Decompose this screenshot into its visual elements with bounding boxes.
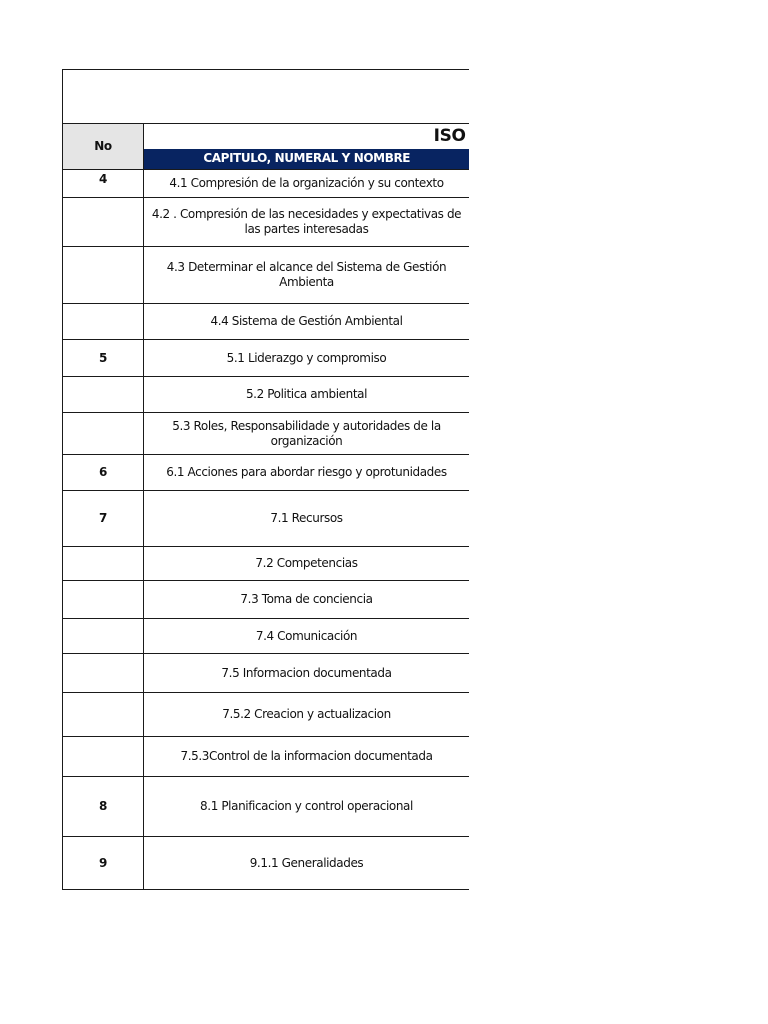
chapter-item-cell[interactable]: 7.5.3Control de la informacion documentada: [144, 737, 470, 777]
table-row: [63, 737, 470, 777]
row-number-cell[interactable]: [63, 413, 144, 455]
chapter-item-cell[interactable]: 7.5.2 Creacion y actualizacion: [144, 693, 470, 737]
row-number-cell[interactable]: [63, 581, 144, 619]
iso-chapter-table: [62, 69, 469, 890]
table-row: [63, 455, 470, 491]
table-row: [63, 413, 470, 455]
chapter-item-cell[interactable]: 4.3 Determinar el alcance del Sistema de Gestión Ambienta: [144, 247, 470, 304]
title-band-row: [63, 70, 470, 124]
chapter-item-cell[interactable]: 7.5 Informacion documentada: [144, 654, 470, 693]
table-row: [63, 198, 470, 247]
table-row: [63, 693, 470, 737]
chapter-item-cell[interactable]: 4.2 . Compresión de las necesidades y expectativas de las partes interesadas: [144, 198, 470, 247]
chapter-item-cell[interactable]: 6.1 Acciones para abordar riesgo y oprotunidades: [144, 455, 470, 491]
chapter-item-cell[interactable]: 7.4 Comunicación: [144, 619, 470, 654]
chapter-item-cell[interactable]: 5.1 Liderazgo y compromiso: [144, 340, 470, 377]
no-column-header[interactable]: No: [63, 124, 144, 170]
table-row: [63, 777, 470, 837]
spreadsheet-area: [62, 69, 469, 893]
row-number-cell[interactable]: [63, 377, 144, 413]
header-row-top: [63, 124, 470, 149]
table-row: [63, 581, 470, 619]
table-row: [63, 619, 470, 654]
chapter-item-cell[interactable]: 5.3 Roles, Responsabilidade y autoridades de la organización: [144, 413, 470, 455]
iso-header-cell[interactable]: ISO: [144, 124, 470, 149]
row-number-cell[interactable]: [63, 198, 144, 247]
table-row: [63, 340, 470, 377]
row-number-cell[interactable]: 4: [63, 170, 144, 198]
chapter-item-cell[interactable]: 7.2 Competencias: [144, 547, 470, 581]
row-number-cell[interactable]: 8: [63, 777, 144, 837]
table-row: [63, 837, 470, 890]
table-row: [63, 247, 470, 304]
table-row: [63, 377, 470, 413]
row-number-cell[interactable]: [63, 654, 144, 693]
chapter-item-cell[interactable]: 4.1 Compresión de la organización y su contexto: [144, 170, 470, 198]
row-number-cell[interactable]: [63, 693, 144, 737]
table-row: [63, 304, 470, 340]
chapter-item-cell[interactable]: 7.3 Toma de conciencia: [144, 581, 470, 619]
chapter-item-cell[interactable]: 8.1 Planificacion y control operacional: [144, 777, 470, 837]
row-number-cell[interactable]: 7: [63, 491, 144, 547]
chapter-item-cell[interactable]: 7.1 Recursos: [144, 491, 470, 547]
title-band-cell[interactable]: [63, 70, 470, 124]
chapter-column-header[interactable]: CAPITULO, NUMERAL Y NOMBRE: [144, 149, 470, 170]
table-row: [63, 654, 470, 693]
table-row: [63, 170, 470, 198]
row-number-cell[interactable]: [63, 547, 144, 581]
row-number-cell[interactable]: [63, 304, 144, 340]
table-row: [63, 491, 470, 547]
chapter-item-cell[interactable]: 5.2 Politica ambiental: [144, 377, 470, 413]
row-number-cell[interactable]: 6: [63, 455, 144, 491]
table-row: [63, 547, 470, 581]
chapter-item-cell[interactable]: 4.4 Sistema de Gestión Ambiental: [144, 304, 470, 340]
chapter-item-cell[interactable]: 9.1.1 Generalidades: [144, 837, 470, 890]
row-number-cell[interactable]: [63, 737, 144, 777]
row-number-cell[interactable]: [63, 619, 144, 654]
row-number-cell[interactable]: [63, 247, 144, 304]
row-number-cell[interactable]: 9: [63, 837, 144, 890]
row-number-cell[interactable]: 5: [63, 340, 144, 377]
